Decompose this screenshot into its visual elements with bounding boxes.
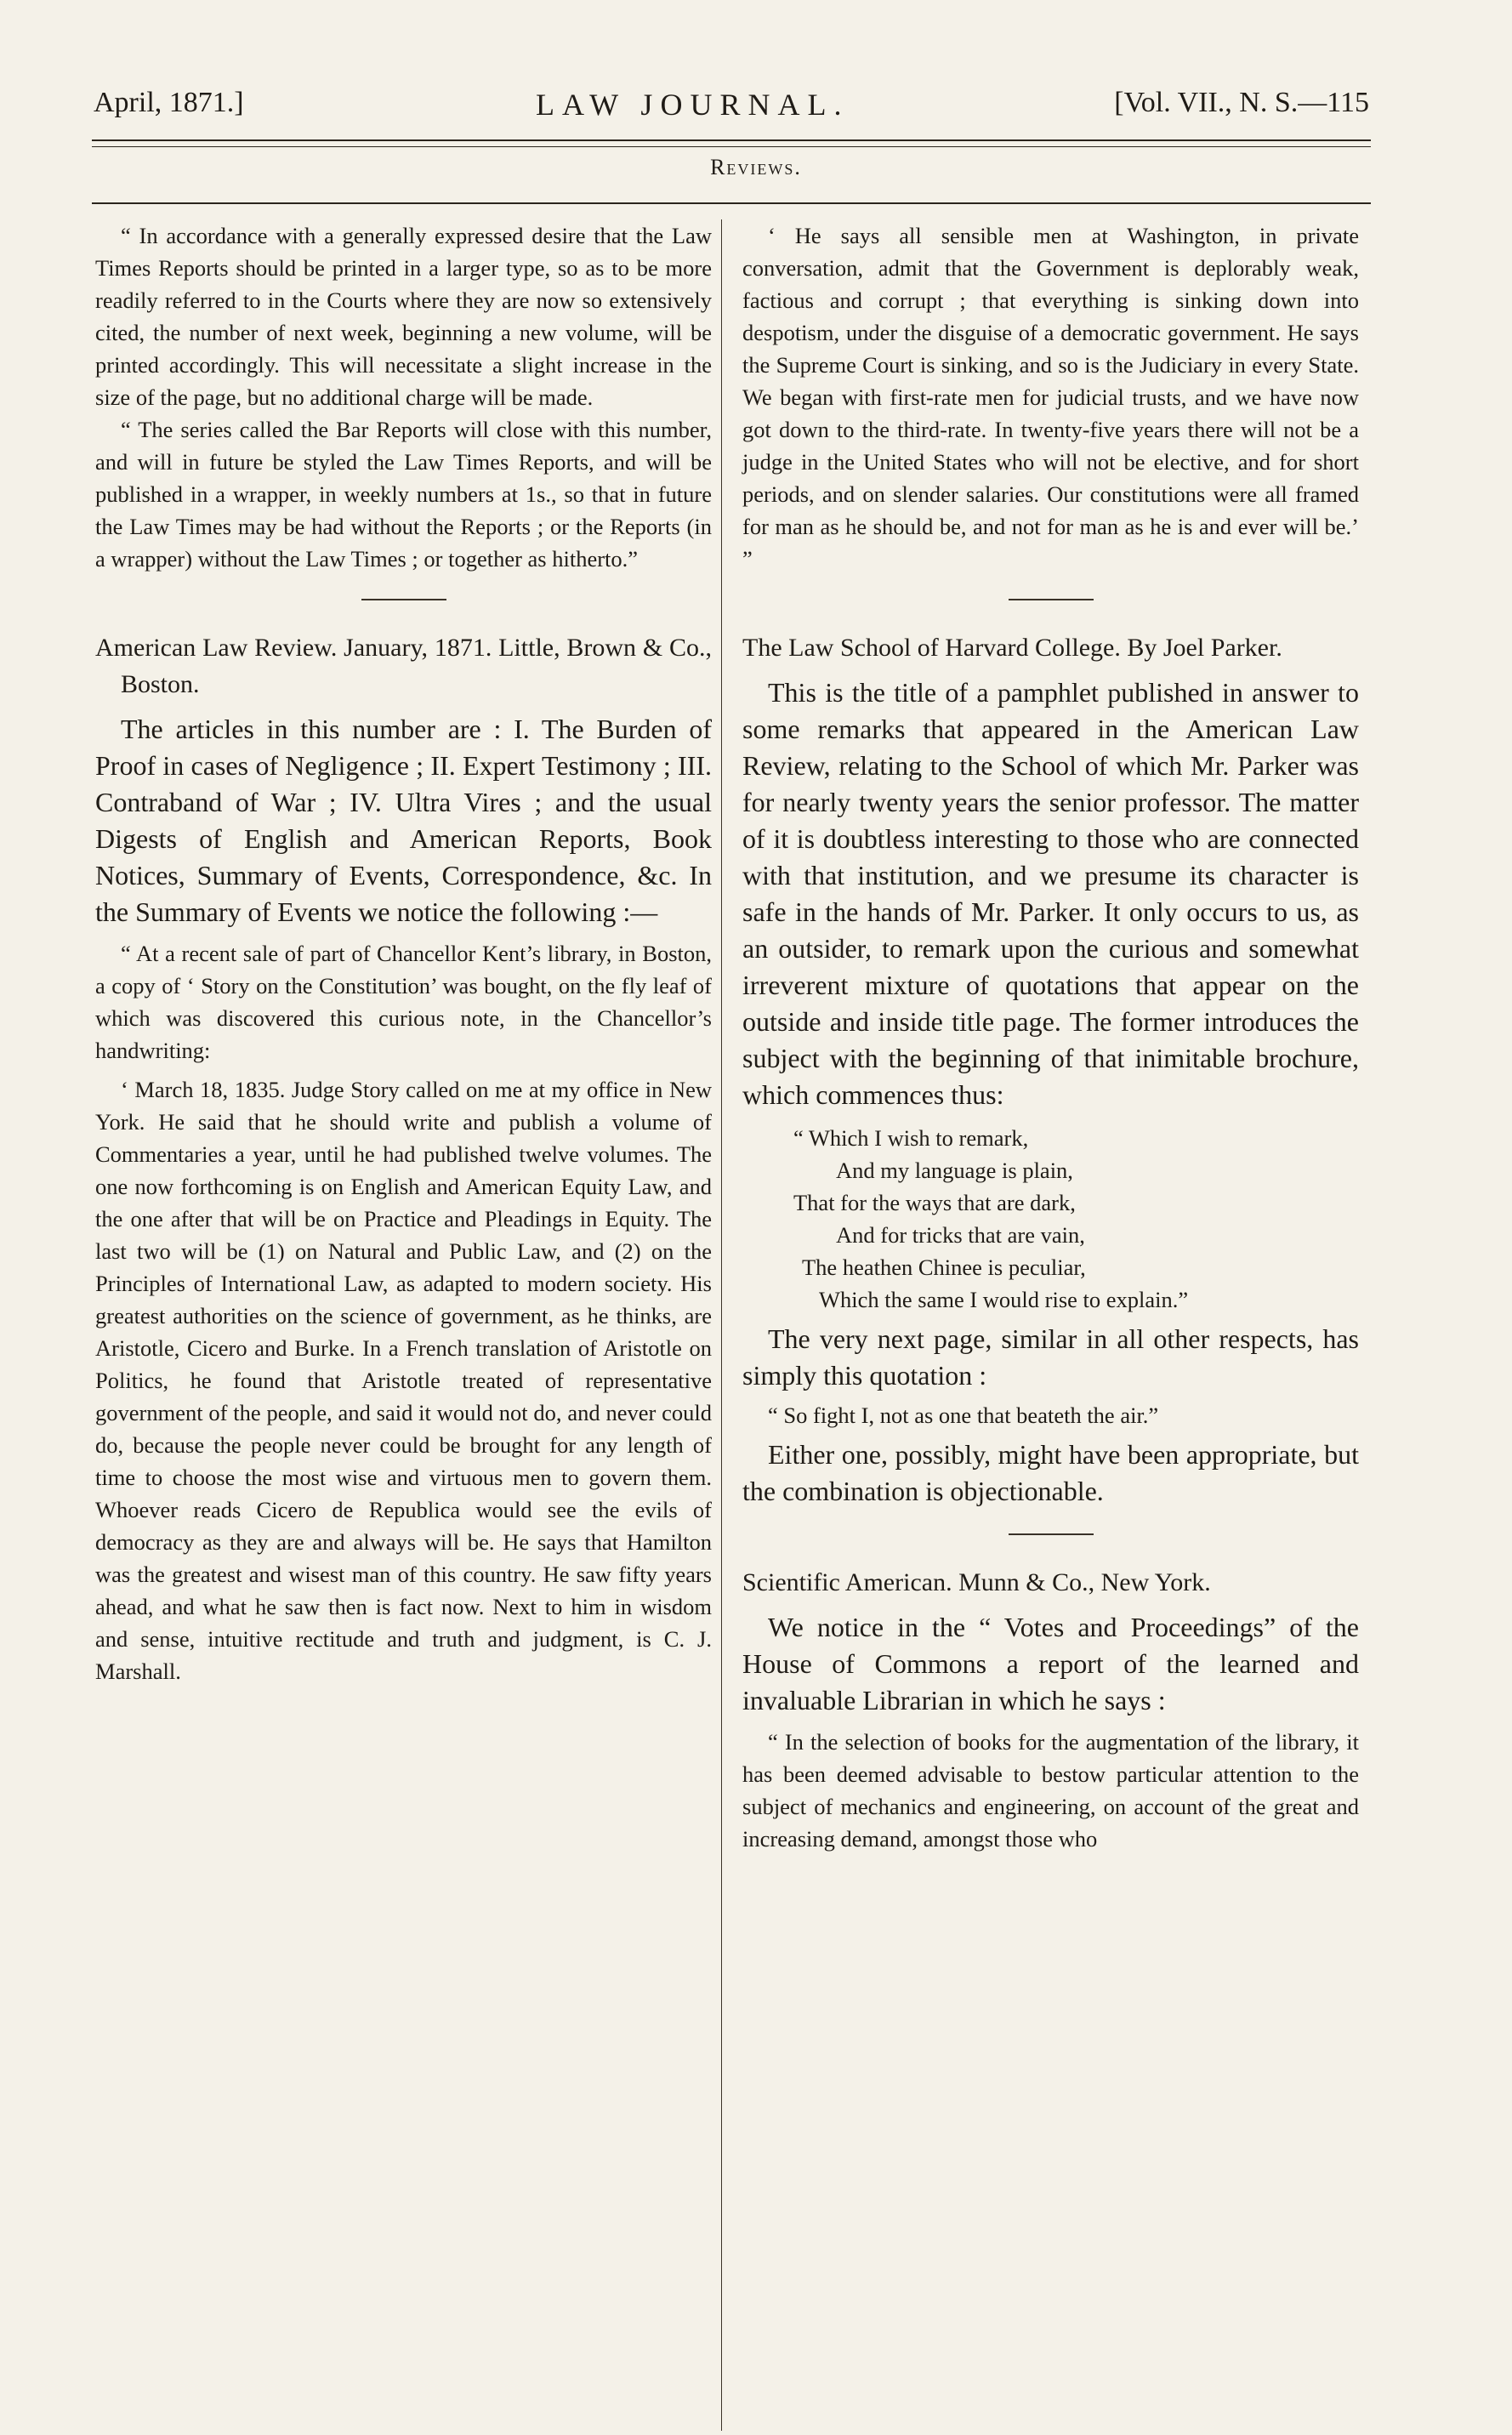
quoted-paragraph: “ At a recent sale of part of Chancellor Kent’s library, in Boston, a copy of ‘ Story on the Constitution’ was bought, on the fly leaf of which was discovered this curious note, in the Chancellor’s handwriting: — [95, 941, 712, 1063]
quotation-line: “ So fight I, not as one that beateth the air.” — [768, 1402, 1159, 1428]
section-rule — [92, 202, 1371, 204]
left-column — [95, 219, 712, 1687]
header-volume-page: [Vol. VII., N. S.—115 — [1114, 87, 1369, 118]
header-journal-title: LAW JOURNAL. — [536, 88, 850, 122]
short-rule — [1009, 1533, 1094, 1535]
poem-line: Which the same I would rise to explain.” — [819, 1287, 1189, 1312]
review-title-american-law-review: American Law Review. January, 1871. Little, Brown & Co., Boston. — [95, 634, 712, 698]
review-paragraph: The very next page, similar in all other respects, has simply this quotation : — [742, 1323, 1359, 1391]
section-title: Reviews. — [710, 155, 802, 179]
quoted-paragraph: ‘ He says all sensible men at Washington, in private conversation, admit that the Government is deplorably weak, factious and corrupt ; that everything is sinking down into despotism, under the disguise of a democratic government. He says the Supreme Court is sinking, and so is the Judiciary in every State. We began with first-rate men for judicial trusts, and we have now got down to the third-rate. In twenty-five years there will not be a judge in the United States who will not be elective, and for short periods, and on slender salaries. Our constitutions were all framed for man as he should be, and not for man as he is and ever will be.’ ” — [742, 223, 1359, 572]
quoted-paragraph: ‘ March 18, 1835. Judge Story called on me at my office in New York. He said that he should write and publish a volume of Commentaries a year, until he had published twelve volumes. The one now forthcoming is on English and American Equity Law, and the one after that will be on Practice and Pleadings in Equity. The last two will be (1) on Natural and Public Law, and (2) on the Principles of International Law, as adapted to modern society. His greatest authorities on the science of government, as he thinks, are Aristotle, Cicero and Burke. In a French translation of Aristotle on Politics, he found that Aristotle treated of representative government of the people, and said it would not do, and never could do, because the people never could be brought for any length of time to choose the most wise and virtuous men to govern them. Whoever reads Cicero de Republica would see the evils of democracy as they are and always will be. He says that Hamilton was the greatest and wisest man of this country. He saw fifty years ahead, and what he saw then is fact now. Next to him in wisdom and sense, intuitive rectitude and truth and judgment, is C. J. Marshall. — [95, 1077, 712, 1684]
column-divider — [721, 219, 722, 2431]
law-times-notice-paragraph: “ In accordance with a generally expressed desire that the Law Times Reports should be printed in a larger type, so as to be more readily referred to in the Courts where they are now so extensively cited, the number of next week, beginning a new volume, will be printed accordingly. This will necessitate a slight increase in the size of the page, but no additional charge will be made. — [95, 223, 712, 410]
header-double-rule — [92, 139, 1371, 147]
review-title-scientific-american: Scientific American. Munn & Co., New York. — [742, 1568, 1211, 1596]
review-title-harvard-law-school: The Law School of Harvard College. By Joel Parker. — [742, 634, 1282, 662]
review-paragraph: This is the title of a pamphlet published in answer to some remarks that appeared in the American Law Review, relating to the School of which Mr. Parker was for nearly twenty years the senior professor. The matter of it is doubtless interesting to those who are connected with that institution, and we presume its character is safe in the hands of Mr. Parker. It only occurs to us, as an outsider, to remark upon the curious and somewhat irreverent mixture of quotations that appear on the outside and inside title page. The former introduces the subject with the beginning of that inimitable brochure, which commences thus: — [742, 677, 1359, 1110]
review-paragraph: We notice in the “ Votes and Proceedings” of the House of Commons a report of the learned and invaluable Librarian in which he says : — [742, 1612, 1359, 1715]
bar-reports-paragraph: “ The series called the Bar Reports will close with this number, and will in future be styled the Law Times Reports, and will be published in a wrapper, in weekly numbers at 1s., so that in future the Law Times may be had without the Reports ; or the Reports (in a wrapper) without the Law Times ; or together as hitherto.” — [95, 417, 712, 572]
short-rule — [361, 599, 446, 600]
short-rule — [1009, 599, 1094, 600]
right-column — [742, 219, 1359, 1855]
running-header — [94, 87, 1369, 138]
poem-line: The heathen Chinee is peculiar, — [802, 1254, 1086, 1280]
poem-line: And for tricks that are vain, — [836, 1222, 1085, 1248]
poem-line: That for the ways that are dark, — [793, 1190, 1076, 1215]
poem-line: “ Which I wish to remark, — [793, 1125, 1029, 1151]
review-paragraph: The articles in this number are : I. The Burden of Proof in cases of Negligence ; II. Expert Testimony ; III. Contraband of War ; IV. Ultra Vires ; and the usual Digests of English and American Reports, Book Notices, Summary of Events, Correspondence, &c. In the Summary of Events we notice the following :— — [95, 714, 712, 927]
quoted-paragraph: “ In the selection of books for the augmentation of the library, it has been deemed advisable to bestow particular attention to the subject of mechanics and engineering, on account of the great and increasing demand, amongst those who — [742, 1729, 1359, 1852]
header-date: April, 1871.] — [94, 87, 244, 118]
poem-line: And my language is plain, — [836, 1158, 1073, 1183]
review-paragraph: Either one, possibly, might have been appropriate, but the combination is objectionable. — [742, 1439, 1359, 1506]
poem-quotation — [793, 1122, 1359, 1316]
